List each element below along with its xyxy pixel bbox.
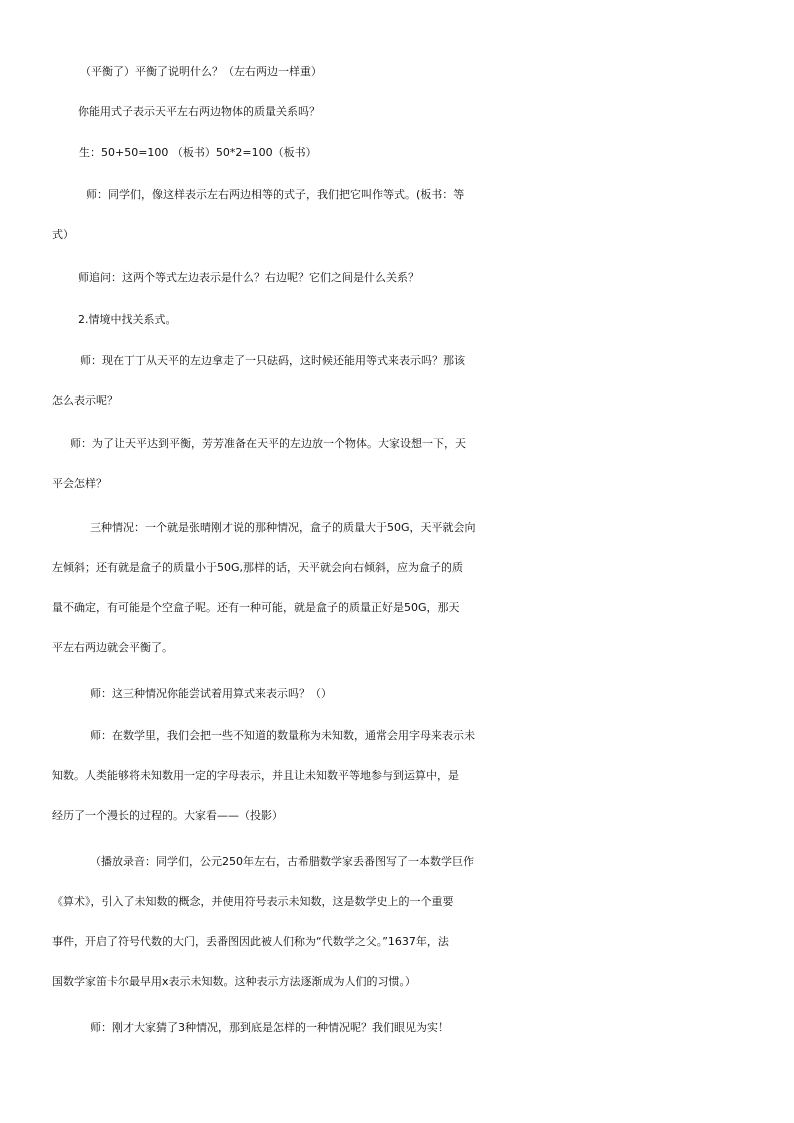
paragraph-place-object [0, 434, 794, 494]
text-line: 知数。人类能够将未知数用一定的字母表示，并且让未知数平等地参与到运算中，是 [52, 769, 459, 782]
text-line: 怎么表示呢？ [52, 394, 118, 407]
text-line: 师：现在丁丁从天平的左边拿走了一只砝码，这时候还能用等式来表示吗？那该 [80, 354, 465, 367]
text-line: （平衡了）平衡了说明什么？（左右两边一样重） [80, 65, 322, 78]
paragraph-follow-up-question [0, 268, 794, 288]
paragraph-recording-history [0, 852, 794, 992]
paragraph-three-cases [0, 518, 794, 658]
text-line: 师：同学们，像这样表示左右两边相等的式子，我们把它叫作等式。(板书：等 [86, 188, 465, 201]
text-line: 师：为了让天平达到平衡，芳芳准备在天平的左边放一个物体。大家设想一下，天 [70, 437, 466, 450]
text-line: 量不确定，有可能是个空盒子呢。还有一种可能，就是盒子的质量正好是50G，那天 [52, 601, 460, 614]
section-heading-find-relation [0, 310, 794, 330]
paragraph-remove-weight [0, 351, 794, 411]
text-line: 经历了一个漫长的过程的。大家看——（投影） [52, 809, 283, 822]
text-line: 平会怎样？ [52, 477, 107, 490]
text-line: 师：在数学里，我们会把一些不知道的数量称为未知数，通常会用字母来表示未 [90, 729, 475, 742]
text-line: 三种情况：一个就是张晴刚才说的那种情况，盒子的质量大于50G，天平就会向 [90, 521, 476, 534]
text-line: 式） [52, 228, 74, 241]
text-line: 国数学家笛卡尔最早用x表示未知数。这种表示方法逐渐成为人们的习惯。） [52, 975, 417, 988]
paragraph-mass-relation-question [0, 102, 794, 122]
paragraph-student-answer [0, 143, 794, 163]
text-line: 你能用式子表示天平左右两边物体的质量关系吗？ [78, 105, 320, 118]
paragraph-equation-definition [0, 185, 794, 245]
text-line: 师追问：这两个等式左边表示是什么？右边呢？它们之间是什么关系？ [78, 271, 419, 284]
text-line: 师：刚才大家猜了3种情况，那到底是怎样的一种情况呢？我们眼见为实！ [90, 1021, 449, 1034]
paragraph-try-formula [0, 684, 794, 704]
text-line: 事件，开启了符号代数的大门，丢番图因此被人们称为“代数学之父。”1637年，法 [52, 935, 449, 948]
text-line: 左倾斜；还有就是盒子的质量小于50G,那样的话，天平就会向右倾斜，应为盒子的质 [52, 561, 464, 574]
paragraph-unknown-numbers [0, 726, 794, 826]
text-line: 《算术》，引入了未知数的概念，并使用符号表示未知数，这是数学史上的一个重要 [52, 895, 454, 908]
text-line: 2.情境中找关系式。 [78, 313, 177, 326]
text-line: （播放录音：同学们，公元250年左右，古希腊数学家丢番图写了一本数学巨作 [90, 855, 474, 868]
paragraph-seeing-is-believing [0, 1018, 794, 1038]
text-line: 平左右两边就会平衡了。 [52, 641, 173, 654]
text-line: 生：50+50=100 （板书）50*2=100（板书） [79, 146, 317, 159]
text-line: 师：这三种情况你能尝试着用算式来表示吗？（） [90, 687, 332, 700]
paragraph-balance-question [0, 62, 794, 82]
